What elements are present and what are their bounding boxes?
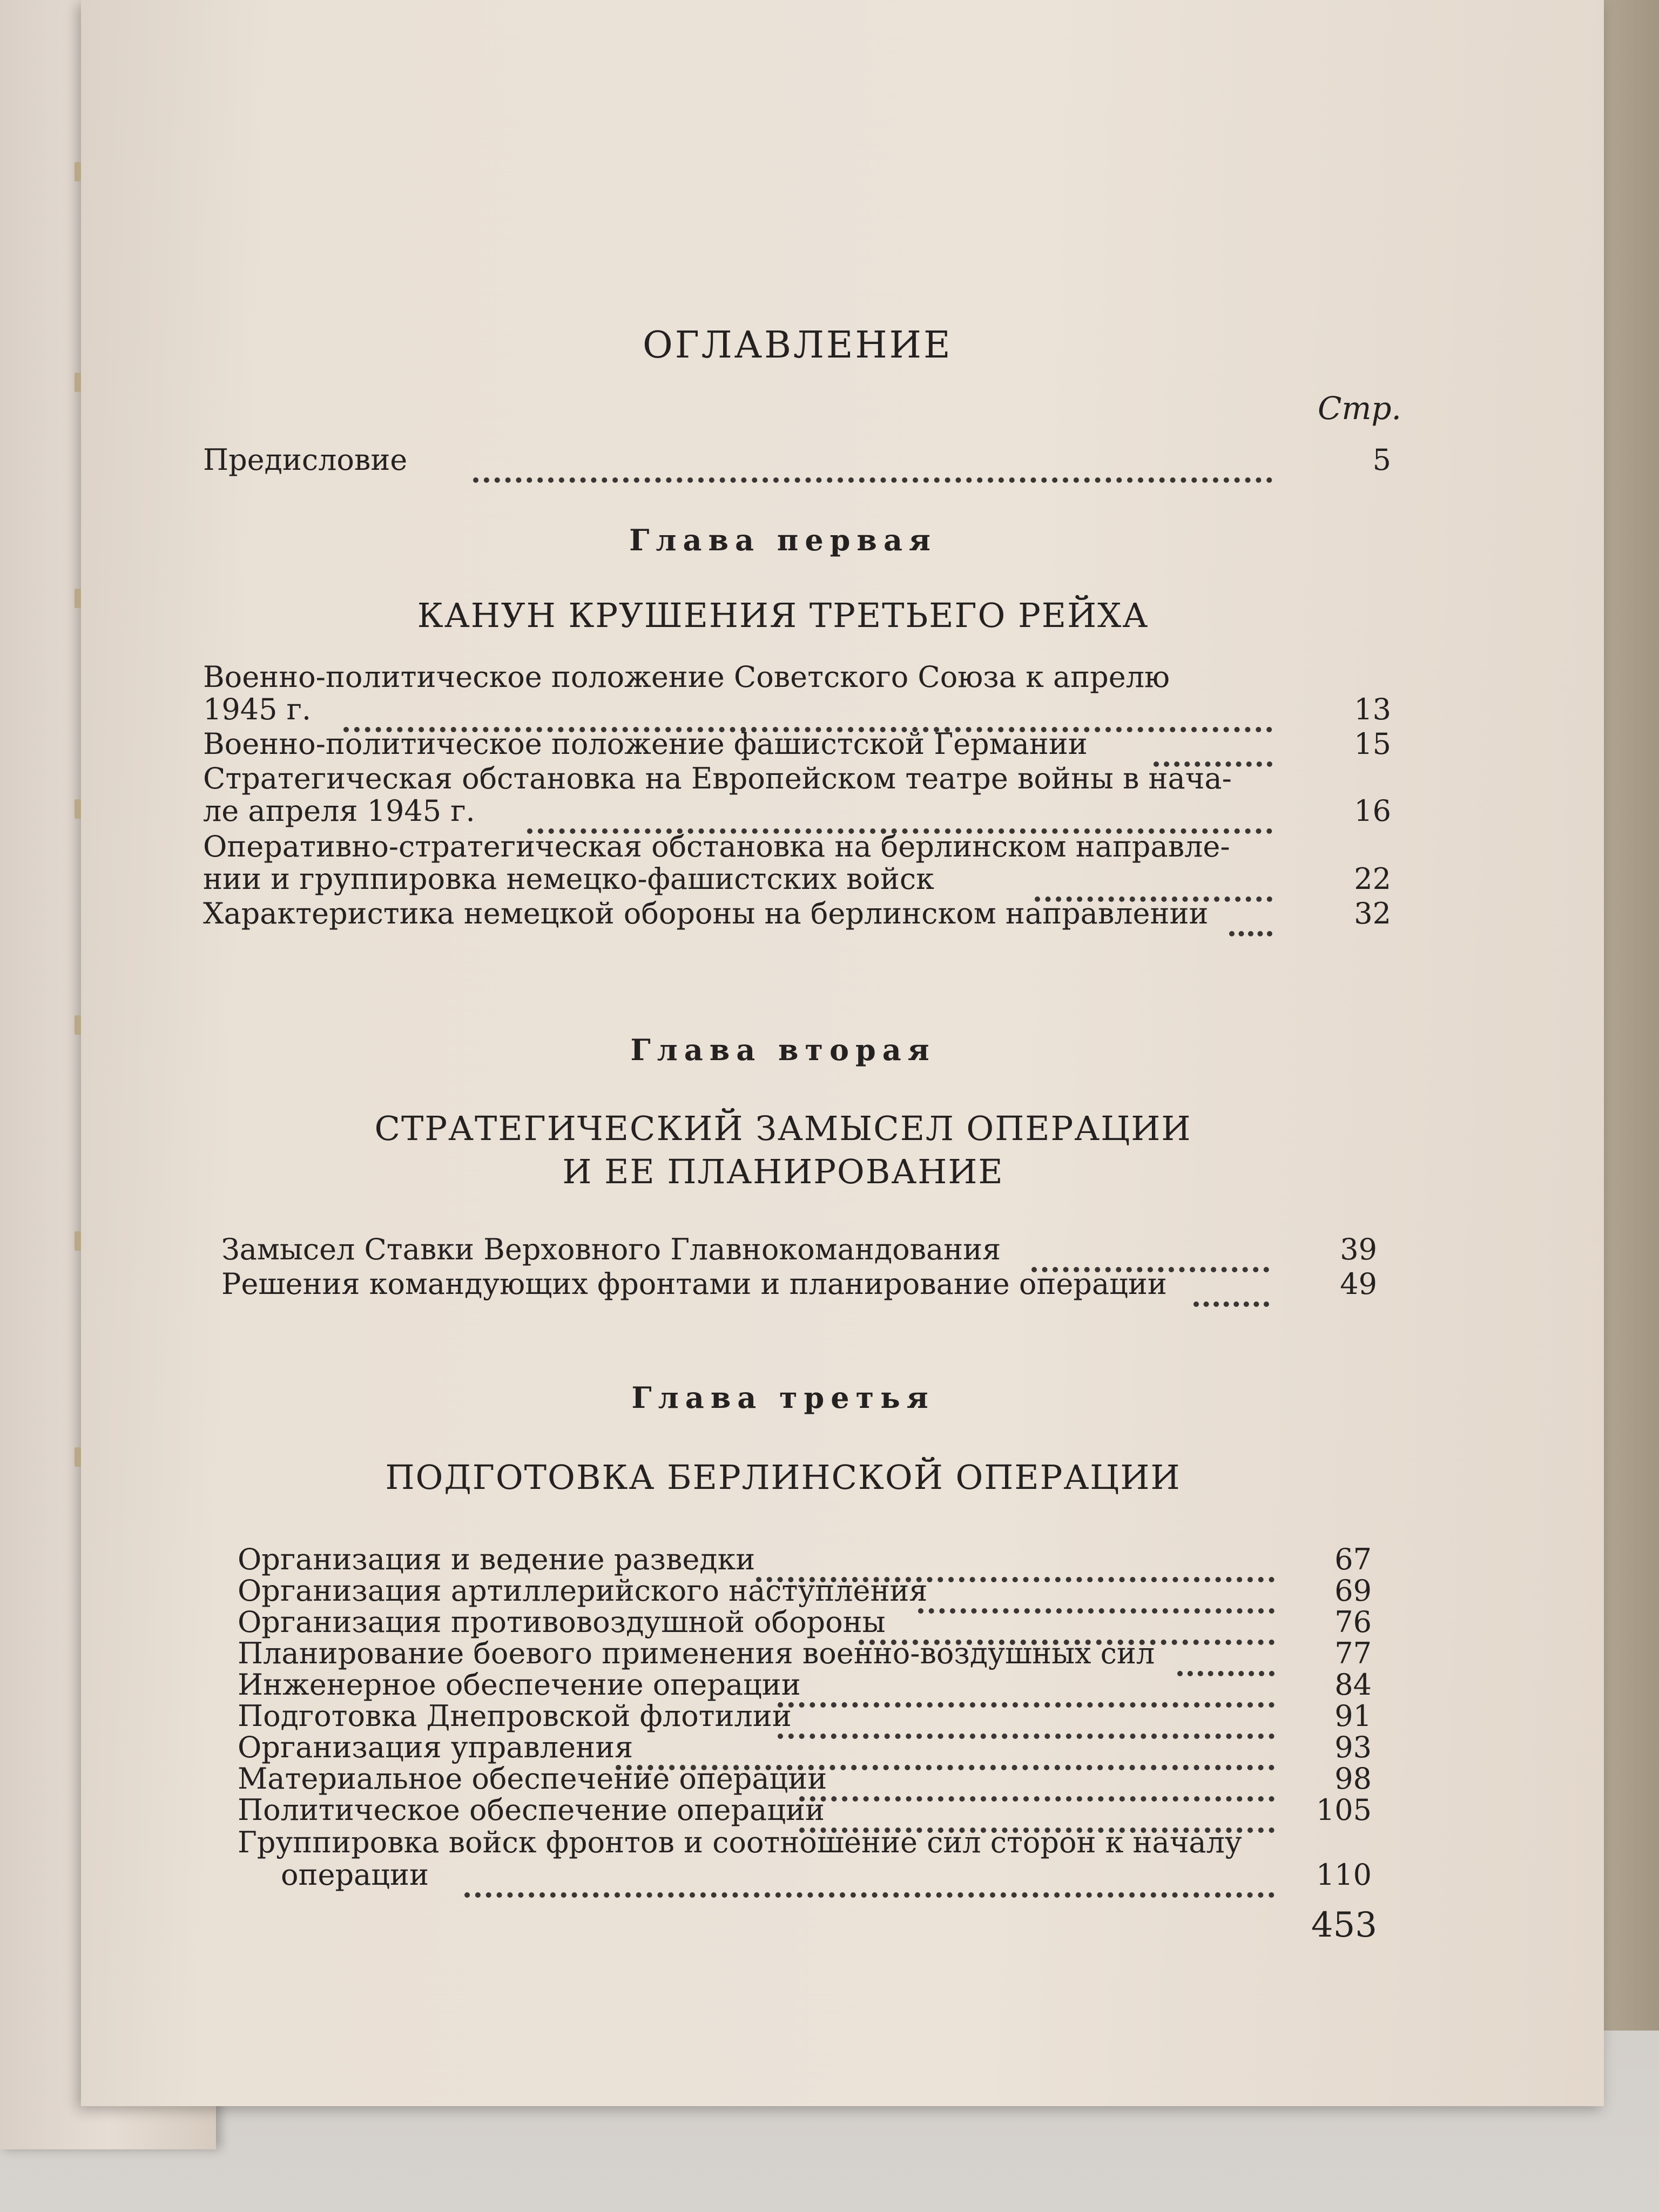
- chapter-title: [324, 1456, 1242, 1499]
- toc-entry-label: операции: [281, 1858, 429, 1892]
- toc-entry-page: 5: [1372, 443, 1391, 477]
- toc-entry-label: Политическое обеспечение операции: [238, 1793, 825, 1827]
- dot-leader: [527, 801, 1272, 834]
- chapter-title-line: ПОДГОТОВКА БЕРЛИНСКОЙ ОПЕРАЦИИ: [385, 1458, 1181, 1497]
- toc-entry-label: Решения командующих фронтами и планирование операции: [221, 1267, 1167, 1301]
- chapter-title: [324, 594, 1242, 637]
- toc-entry-label: Предисловие: [203, 443, 408, 477]
- page-column-label: Стр.: [1318, 390, 1401, 427]
- chapter-title: [324, 1107, 1242, 1193]
- binding-stitch: [75, 373, 81, 392]
- toc-entry-continued: [238, 1858, 1372, 1896]
- toc-entry: [221, 1232, 1377, 1270]
- chapter-title-line: КАНУН КРУШЕНИЯ ТРЕТЬЕГО РЕЙХА: [417, 596, 1149, 635]
- binding-stitch: [75, 589, 81, 608]
- toc-entry-page: 16: [1354, 794, 1391, 828]
- toc-entry-label: Характеристика немецкой обороны на берлинском направлении: [203, 896, 1209, 930]
- toc-entry-page: 32: [1354, 896, 1391, 930]
- toc-entry-label: Организация управления: [238, 1730, 633, 1764]
- chapter-heading: Глава третья: [631, 1380, 935, 1415]
- chapter-title-line: И ЕЕ ПЛАНИРОВАНИЕ: [562, 1152, 1004, 1191]
- toc-entry-label: Организация артиллерийского наступления: [238, 1574, 928, 1608]
- toc-entry-label: ле апреля 1945 г.: [203, 794, 475, 828]
- toc-entry-page: 67: [1334, 1542, 1372, 1576]
- binding-stitch: [75, 1015, 81, 1035]
- toc-entry-label: Оперативно-стратегическая обстановка на берлинском направле-: [203, 830, 1230, 864]
- toc-entry-label: Планирование боевого применения военно-воздушных сил: [238, 1636, 1155, 1670]
- toc-entry: [221, 1267, 1377, 1305]
- toc-entry-page: 39: [1340, 1232, 1377, 1266]
- toc-entry-page: 98: [1334, 1762, 1372, 1796]
- chapter-title-line: СТРАТЕГИЧЕСКИЙ ЗАМЫСЕЛ ОПЕРАЦИИ: [374, 1109, 1192, 1148]
- toc-entry-page: 13: [1354, 692, 1391, 726]
- dot-leader: [464, 1865, 1274, 1898]
- binding-stitch: [75, 1447, 81, 1467]
- toc-title: ОГЛАВЛЕНИЕ: [643, 324, 953, 367]
- binding-stitch: [75, 799, 81, 819]
- toc-entry-continued: [203, 794, 1391, 832]
- toc-entry-label: Подготовка Днепровской флотилии: [238, 1699, 792, 1733]
- toc-entry-label: Военно-политическое положение фашистской Германии: [203, 727, 1088, 761]
- toc-entry-page: 69: [1334, 1574, 1372, 1608]
- toc-entry-label: Стратегическая обстановка на Европейском театре войны в нача-: [203, 761, 1232, 795]
- dot-leader: [1229, 904, 1272, 936]
- chapter-heading: Глава вторая: [630, 1033, 936, 1067]
- toc-entry-page: 22: [1354, 862, 1391, 896]
- toc-entry-page: 49: [1340, 1267, 1377, 1301]
- toc-entry-label: Замысел Ставки Верховного Главнокомандования: [221, 1232, 1001, 1266]
- toc-entry-page: 84: [1334, 1668, 1372, 1702]
- toc-entry-label: 1945 г.: [203, 692, 312, 726]
- toc-entry: [203, 727, 1391, 765]
- toc-entry-page: 15: [1354, 727, 1391, 761]
- toc-entry-continued: [203, 862, 1391, 900]
- toc-entry-page: 110: [1316, 1858, 1372, 1892]
- chapter-heading: Глава первая: [629, 523, 937, 557]
- binding-stitch: [75, 162, 81, 181]
- toc-entry: [203, 896, 1391, 934]
- page-number: 453: [1311, 1905, 1377, 1945]
- toc-entry-label: Группировка войск фронтов и соотношение сил сторон к началу: [238, 1825, 1242, 1859]
- dot-leader: [473, 450, 1272, 483]
- toc-entry-label: Организация и ведение разведки: [238, 1542, 756, 1576]
- toc-entry-label: Материальное обеспечение операции: [238, 1762, 827, 1796]
- toc-entry-label: Организация противовоздушной обороны: [238, 1605, 886, 1639]
- toc-entry-page: 91: [1334, 1699, 1372, 1733]
- toc-entry-continued: [203, 692, 1391, 730]
- toc-entry-label: Военно-политическое положение Советского Союза к апрелю: [203, 660, 1170, 694]
- toc-entry-page: 77: [1334, 1636, 1372, 1670]
- dot-leader: [1193, 1274, 1269, 1307]
- toc-entry-page: 105: [1316, 1793, 1372, 1827]
- toc-entry-page: 93: [1334, 1730, 1372, 1764]
- toc-entry-page: 76: [1334, 1605, 1372, 1639]
- toc-entry-preface: [203, 443, 1391, 481]
- toc-entry-label: нии и группировка немецко-фашистских войск: [203, 862, 934, 896]
- binding-stitch: [75, 1231, 81, 1251]
- toc-entry-label: Инженерное обеспечение операции: [238, 1668, 801, 1702]
